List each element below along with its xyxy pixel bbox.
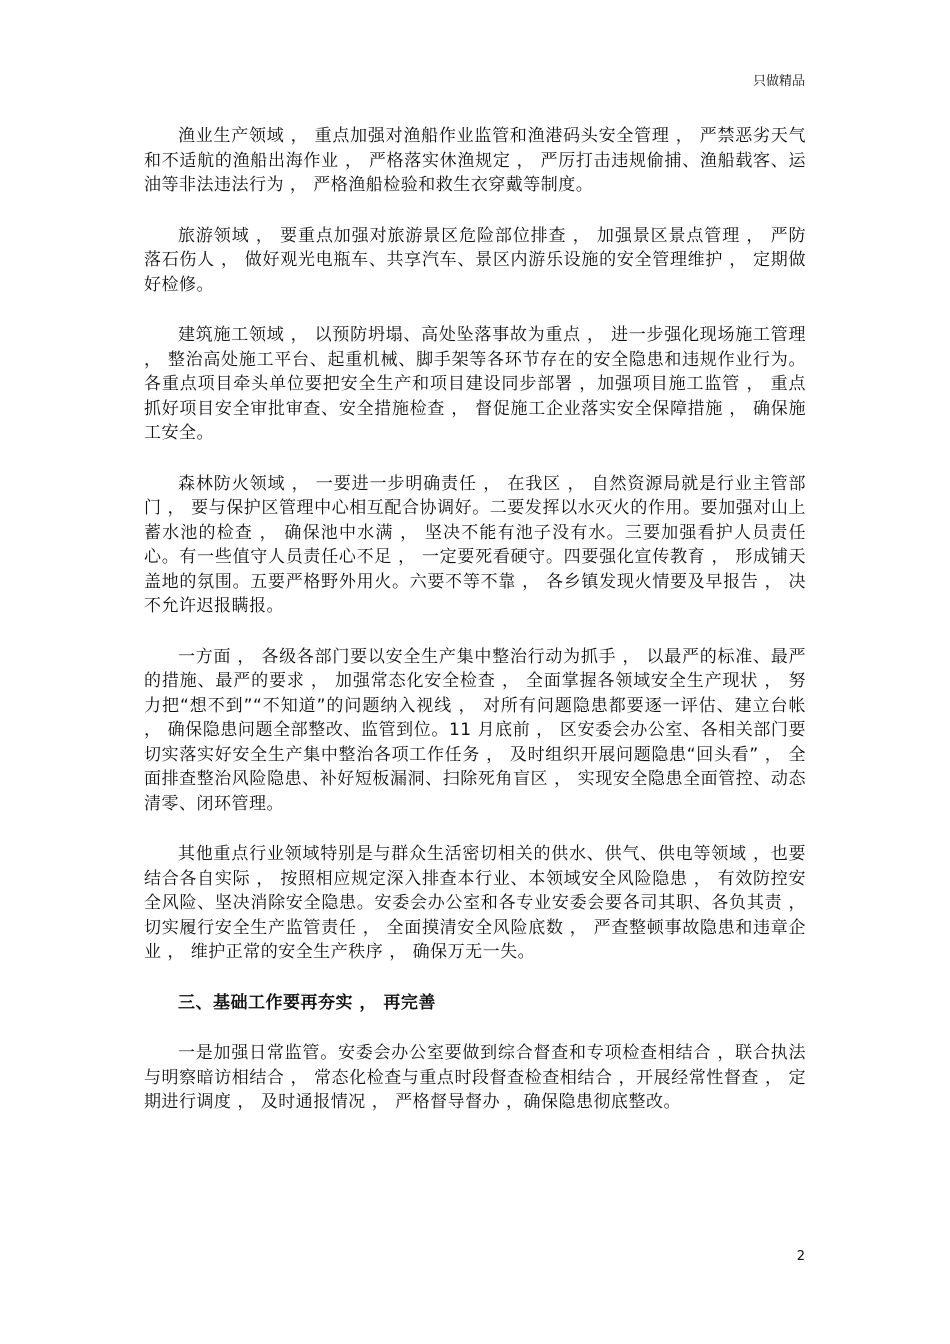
paragraph-daily-supervision: 一是加强日常监管。安委会办公室要做到综合督查和专项检查相结合 ，联合执法与明察暗访相结合 ， 常态化检查与重点时段督查检查相结合 ，开展经常性督查 ， 定期进行调度 ， 及时通报情况 ， 严格督导督办 ，确保隐患彻底整改。 bbox=[144, 1043, 806, 1112]
paragraph-fishery: 渔业生产领域 ， 重点加强对渔船作业监管和渔港码头安全管理 ， 严禁恶劣天气和不适航的渔船出海作业 ， 严格落实休渔规定 ， 严厉打击违规偷捕、渔船载客、运油等非法违法行为 ， 严格渔船检验和救生衣穿戴等制度。 bbox=[144, 126, 806, 195]
paragraph-forest-fire: 森林防火领域 ， 一要进一步明确责任 ， 在我区 ， 自然资源局就是行业主管部门 ， 要与保护区管理中心相互配合协调好。二要发挥以水灭火的作用。要加强对山上蓄水池的检查 ， 确保池中水满 ， 坚决不能有池子没有水。三要加强看护人员责任心。有一些值守人员责任心不足 ， 一定要死看硬守。四要强化宣传教育 ， 形成铺天盖地的氛围。五要严格野外用火。六要不等不靠 ， 各乡镇发现火情要及早报告 ， 决不允许迟报瞒报。 bbox=[144, 473, 806, 616]
document-body bbox=[144, 124, 806, 1141]
section-heading: 三、基础工作要再夯实 ， 再完善 bbox=[178, 992, 436, 1013]
page-number: 2 bbox=[796, 1249, 805, 1264]
paragraph-other-industries: 其他重点行业领域特别是与群众生活密切相关的供水、供气、供电等领域 ，也要结合各自实际 ， 按照相应规定深入排查本行业、本领域安全风险隐患 ， 有效防控安全风险、坚决消除安全隐患。安委会办公室和各专业安委会要各司其职、各负其责 ， 切实履行安全生产监管责任 ， 全面摸清安全风险底数 ， 严查整顿事故隐患和违章企业 ， 维护正常的安全生产秩序 ， 确保万无一失。 bbox=[144, 844, 806, 962]
paragraph-tourism: 旅游领域 ， 要重点加强对旅游景区危险部位排查 ， 加强景区景点管理 ， 严防落石伤人 ， 做好观光电瓶车、共享汽车、景区内游乐设施的安全管理维护 ， 定期做好检修。 bbox=[144, 225, 806, 295]
header-label: 只做精品 bbox=[752, 74, 805, 89]
paragraph-construction: 建筑施工领域 ， 以预防坍塌、高处坠落事故为重点 ， 进一步强化现场施工管理 ， 整治高处施工平台、起重机械、脚手架等各环节存在的安全隐患和违规作业行为。各重点项目牵头单位要把安全生产和项目建设同步部署 ，加强项目施工监管 ， 重点抓好项目安全审批审查、安全措施检查 ， 督促施工企业落实安全保障措施 ， 确保施工安全。 bbox=[144, 325, 806, 443]
paragraph-inspection: 一方面 ， 各级各部门要以安全生产集中整治行动为抓手 ， 以最严的标准、最严的措施、最严的要求 ， 加强常态化安全检查 ， 全面掌握各领域安全生产现状 ， 努力把“想不到”“不知道”的问题纳入视线 ， 对所有问题隐患都要逐一评估、建立台帐 ， 确保隐患问题全部整改、监管到位。11 月底前 ， 区安委会办公室、各相关部门要切实落实好安全生产集中整治各项工作任务 ， 及时组织开展问题隐患“回头看” ， 全面排查整治风险隐患、补好短板漏洞、扫除死角盲区 ， 实现安全隐患全面管控、动态清零、闭环管理。 bbox=[144, 646, 806, 814]
